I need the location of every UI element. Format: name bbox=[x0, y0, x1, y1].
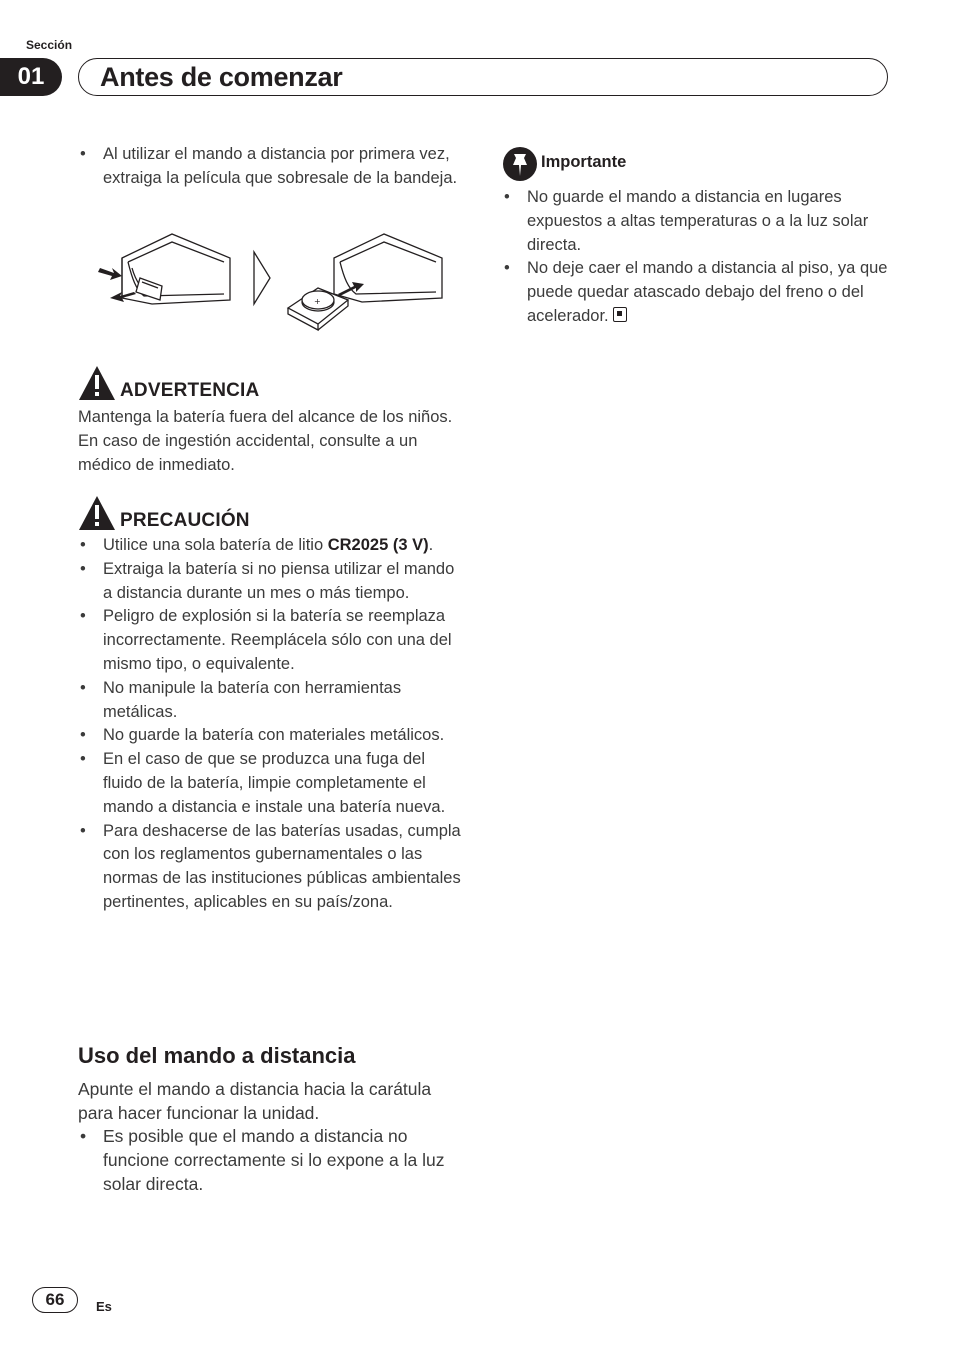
list-item: • Al utilizar el mando a distancia por primera vez, extraiga la película que sobresale de la bandeja. bbox=[80, 145, 458, 187]
caution-bullet-list bbox=[78, 534, 466, 915]
section-number: 01 bbox=[0, 58, 62, 96]
section-label: Sección bbox=[26, 38, 73, 52]
list-item: • Peligro de explosión si la batería se reemplaza incorrectamente. Reemplácela sólo con una del mismo tipo, o equivalente. bbox=[80, 607, 452, 673]
list-item: • No deje caer el mando a distancia al piso, ya que puede quedar atascado debajo del freno o del acelerador. bbox=[504, 259, 888, 325]
remote-section-heading: Uso del mando a distancia bbox=[78, 1043, 356, 1068]
important-bullet-list bbox=[502, 186, 892, 329]
warning-text: Mantenga la batería fuera del alcance de los niños. En caso de ingestión accidental, consulte a un médico de inmediato. bbox=[78, 408, 453, 474]
section-title: Antes de comenzar bbox=[100, 62, 343, 92]
caution-heading: PRECAUCIÓN bbox=[120, 510, 250, 531]
warning-heading: ADVERTENCIA bbox=[120, 380, 260, 401]
important-heading: Importante bbox=[541, 153, 627, 171]
svg-text:+: + bbox=[314, 297, 321, 306]
warning-triangle-icon bbox=[78, 365, 116, 401]
list-item: • Para deshacerse de las baterías usadas, cumpla con los reglamentos gubernamentales o las normas de las instituciones públicas ambientales pertinentes, aplicables en su país/zona. bbox=[80, 821, 461, 911]
list-item: • Extraiga la batería si no piensa utilizar el mando a distancia durante un mes o más tiempo. bbox=[80, 559, 455, 602]
list-item: • No guarde el mando a distancia en lugares expuestos a altas temperaturas o a la luz solar directa. bbox=[504, 188, 869, 254]
remote-bullet-list bbox=[78, 1125, 466, 1196]
intro-bullet-list bbox=[78, 143, 466, 191]
battery-tray-illustration bbox=[92, 228, 452, 338]
list-item: • Es posible que el mando a distancia no funcione correctamente si lo expone a la luz solar directa. bbox=[80, 1126, 445, 1194]
list-item: • Utilice una sola batería de litio CR2025 (3 V). bbox=[80, 536, 434, 554]
battery-model: CR2025 (3 V) bbox=[327, 536, 429, 554]
list-item: • En el caso de que se produzca una fuga del fluido de la batería, limpie completamente el mando a distancia e instale una batería nueva. bbox=[80, 750, 446, 816]
list-item: • No manipule la batería con herramientas metálicas. bbox=[80, 678, 402, 721]
important-pin-icon bbox=[502, 146, 538, 182]
list-item: • No guarde la batería con materiales metálicos. bbox=[80, 726, 445, 745]
stop-square-icon bbox=[613, 307, 627, 322]
language-code: Es bbox=[96, 1299, 112, 1314]
page-number: 66 bbox=[32, 1287, 78, 1313]
remote-section-text: Apunte el mando a distancia hacia la carátula para hacer funcionar la unidad. bbox=[78, 1079, 432, 1123]
warning-triangle-icon bbox=[78, 495, 116, 531]
